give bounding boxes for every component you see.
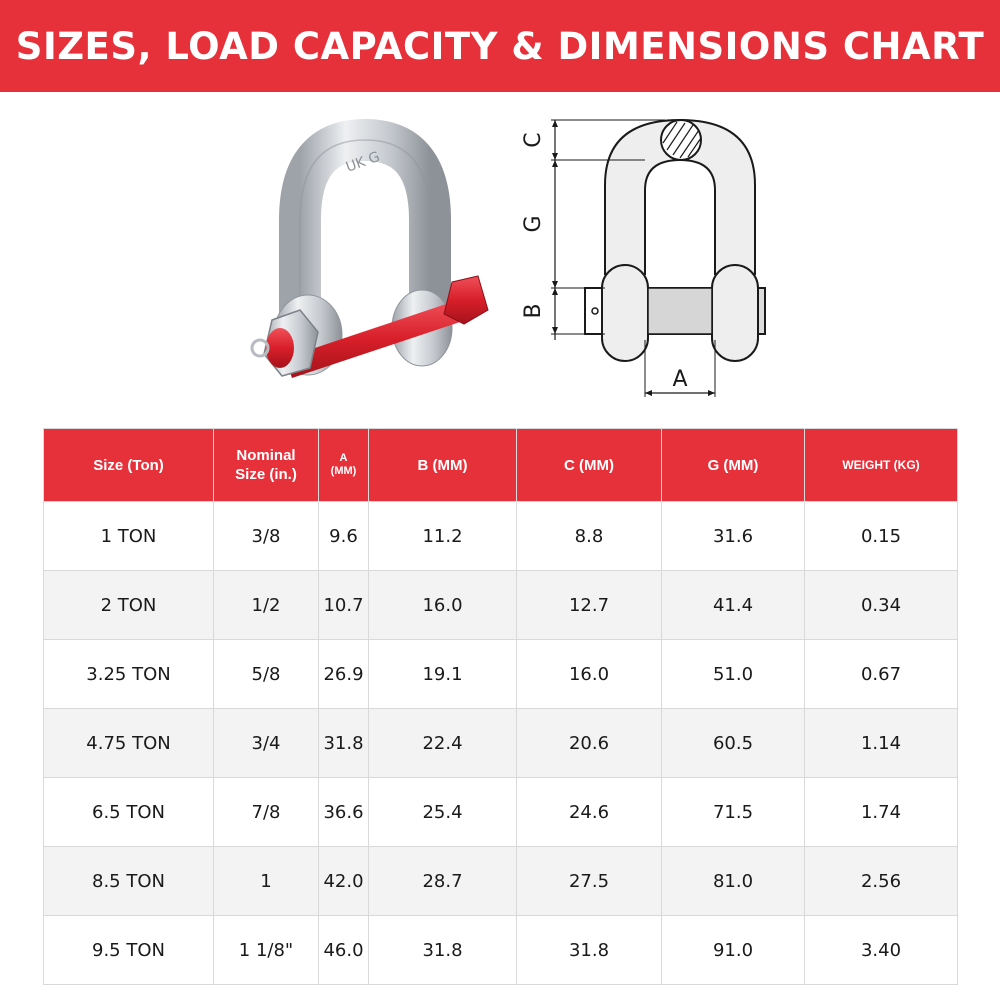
header-size: Size (Ton) bbox=[44, 429, 214, 502]
dimensions-table bbox=[43, 428, 958, 985]
cell-b: 22.4 bbox=[369, 709, 517, 778]
cell-size: 8.5 TON bbox=[44, 847, 214, 916]
cell-c: 31.8 bbox=[517, 916, 662, 985]
cell-size: 9.5 TON bbox=[44, 916, 214, 985]
cell-g: 60.5 bbox=[662, 709, 805, 778]
cell-c: 8.8 bbox=[517, 502, 662, 571]
page-title: SIZES, LOAD CAPACITY & DIMENSIONS CHART bbox=[15, 24, 985, 68]
cell-weight: 0.67 bbox=[805, 640, 958, 709]
d-shackle-photo bbox=[230, 110, 500, 400]
dim-label-b: B bbox=[521, 303, 546, 319]
cell-a: 36.6 bbox=[319, 778, 369, 847]
cell-g: 41.4 bbox=[662, 571, 805, 640]
cell-g: 51.0 bbox=[662, 640, 805, 709]
cell-nominal: 5/8 bbox=[214, 640, 319, 709]
cell-a: 10.7 bbox=[319, 571, 369, 640]
cell-c: 24.6 bbox=[517, 778, 662, 847]
table-row bbox=[44, 916, 958, 985]
cell-weight: 1.14 bbox=[805, 709, 958, 778]
cell-b: 25.4 bbox=[369, 778, 517, 847]
cell-b: 28.7 bbox=[369, 847, 517, 916]
cell-weight: 3.40 bbox=[805, 916, 958, 985]
header-nominal-line1: Nominal bbox=[236, 447, 296, 464]
dim-label-g: G bbox=[521, 215, 546, 233]
svg-text:UK G: UK G bbox=[343, 148, 383, 176]
cell-size: 4.75 TON bbox=[44, 709, 214, 778]
cell-b: 11.2 bbox=[369, 502, 517, 571]
cell-size: 1 TON bbox=[44, 502, 214, 571]
cell-size: 3.25 TON bbox=[44, 640, 214, 709]
table-header-row bbox=[44, 429, 958, 502]
cell-a: 42.0 bbox=[319, 847, 369, 916]
table-row bbox=[44, 847, 958, 916]
table-row bbox=[44, 778, 958, 847]
cell-size: 6.5 TON bbox=[44, 778, 214, 847]
cell-weight: 0.34 bbox=[805, 571, 958, 640]
cell-g: 31.6 bbox=[662, 502, 805, 571]
shackle-dimension-diagram bbox=[515, 105, 795, 405]
header-a-line1: A bbox=[339, 452, 348, 464]
header-nominal bbox=[214, 429, 319, 502]
header-b: B (MM) bbox=[369, 429, 517, 502]
title-banner bbox=[0, 0, 1000, 92]
cell-c: 27.5 bbox=[517, 847, 662, 916]
cell-c: 16.0 bbox=[517, 640, 662, 709]
cell-a: 9.6 bbox=[319, 502, 369, 571]
header-g: G (MM) bbox=[662, 429, 805, 502]
header-a-line2: (MM) bbox=[330, 465, 357, 477]
table-row bbox=[44, 709, 958, 778]
cell-g: 91.0 bbox=[662, 916, 805, 985]
cell-nominal: 1 1/8" bbox=[214, 916, 319, 985]
cell-b: 16.0 bbox=[369, 571, 517, 640]
header-nominal-line2: Size (in.) bbox=[235, 466, 297, 483]
cell-nominal: 3/8 bbox=[214, 502, 319, 571]
dim-label-a: A bbox=[672, 367, 688, 392]
cell-weight: 0.15 bbox=[805, 502, 958, 571]
header-c: C (MM) bbox=[517, 429, 662, 502]
cell-a: 46.0 bbox=[319, 916, 369, 985]
header-a bbox=[319, 429, 369, 502]
header-weight: WEIGHT (KG) bbox=[805, 429, 958, 502]
cell-nominal: 1/2 bbox=[214, 571, 319, 640]
cell-a: 31.8 bbox=[319, 709, 369, 778]
cell-weight: 1.74 bbox=[805, 778, 958, 847]
cell-nominal: 7/8 bbox=[214, 778, 319, 847]
cell-weight: 2.56 bbox=[805, 847, 958, 916]
dim-label-c: C bbox=[521, 132, 546, 148]
cell-size: 2 TON bbox=[44, 571, 214, 640]
table-row bbox=[44, 640, 958, 709]
cell-c: 12.7 bbox=[517, 571, 662, 640]
cell-nominal: 3/4 bbox=[214, 709, 319, 778]
cell-b: 31.8 bbox=[369, 916, 517, 985]
cell-a: 26.9 bbox=[319, 640, 369, 709]
cell-b: 19.1 bbox=[369, 640, 517, 709]
cell-c: 20.6 bbox=[517, 709, 662, 778]
cell-g: 71.5 bbox=[662, 778, 805, 847]
table-row bbox=[44, 571, 958, 640]
cell-g: 81.0 bbox=[662, 847, 805, 916]
cell-nominal: 1 bbox=[214, 847, 319, 916]
table-row bbox=[44, 502, 958, 571]
